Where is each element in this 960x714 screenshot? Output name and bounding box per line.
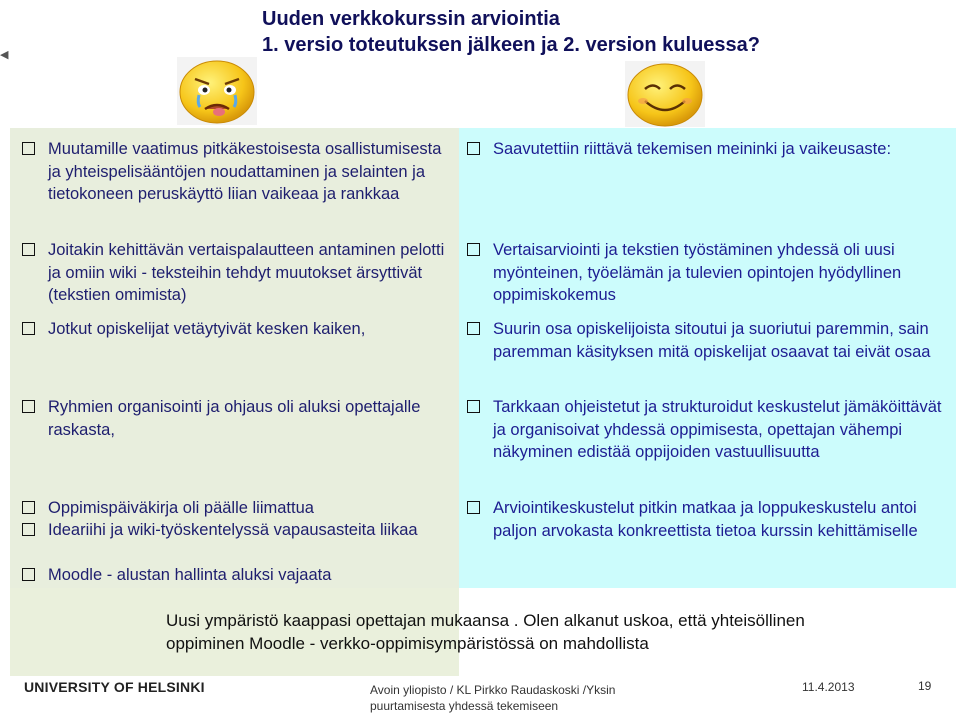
page-number: 19: [918, 679, 932, 693]
success-item: Vertaisarviointi ja tekstien työstäminen yhdessä oli uusi myönteinen, työelämän ja tulevien opintojen hyödyllinen oppimiskokemus: [467, 239, 947, 307]
slide-title-line1: Uuden verkkokurssin arviointia: [262, 8, 560, 30]
challenge-item: Ideariihi ja wiki-työskentelyssä vapausasteita liikaa: [22, 519, 452, 542]
checkbox-bullet-icon: [467, 400, 480, 413]
checkbox-bullet-icon: [22, 501, 35, 514]
success-item: Saavutettiin riittävä tekemisen meininki ja vaikeusaste:: [467, 138, 947, 161]
footer-credit-line2: puurtamisesta yhdessä tekemiseen: [370, 699, 559, 713]
university-logo-text: UNIVERSITY OF HELSINKI: [24, 679, 205, 695]
checkbox-bullet-icon: [22, 568, 35, 581]
checkbox-bullet-icon: [22, 400, 35, 413]
checkbox-bullet-icon: [467, 142, 480, 155]
checkbox-bullet-icon: [467, 501, 480, 514]
footer-credit: [370, 682, 615, 714]
challenge-item: Muutamille vaatimus pitkäkestoisesta osallistumisesta ja yhteispelisääntöjen noudattaminen ja selainten ja tietokoneen peruskäyttö liian vaikeaa ja rankkaa: [22, 138, 452, 206]
checkbox-bullet-icon: [467, 243, 480, 256]
footer-date: 11.4.2013: [802, 680, 855, 694]
challenge-item: Joitakin kehittävän vertaispalautteen antaminen pelotti ja omiin wiki - teksteihin tehdyt muutokset ärsyttivät (tekstien omimista): [22, 239, 452, 307]
checkbox-bullet-icon: [22, 243, 35, 256]
conclusion-note: Uusi ympäristö kaappasi opettajan mukaansa . Olen alkanut uskoa, että yhteisöllinen oppiminen Moodle - verkko-oppimisympäristössä on mahdollista: [166, 611, 805, 653]
success-item: Suurin osa opiskelijoista sitoutui ja suoriutui paremmin, sain paremman käsityksen mitä opiskelijat osaavat tai eivät osaa: [467, 318, 947, 363]
challenge-item: Ryhmien organisointi ja ohjaus oli aluksi opettajalle raskasta,: [22, 396, 452, 441]
challenge-item: Moodle - alustan hallinta aluksi vajaata: [22, 564, 452, 587]
challenge-item: Oppimispäiväkirja oli päälle liimattua: [22, 497, 452, 520]
success-item: Tarkkaan ohjeistetut ja strukturoidut keskustelut jämäköittävät ja organisoivat yhdessä oppimisesta, opettajan vähempi näkyminen edistää oppijoiden vastuullisuutta: [467, 396, 947, 464]
checkbox-bullet-icon: [22, 322, 35, 335]
challenge-item: Jotkut opiskelijat vetäytyivät kesken kaiken,: [22, 318, 452, 341]
checkbox-bullet-icon: [22, 523, 35, 536]
slide-title-line2: 1. versio toteutuksen jälkeen ja 2. version kuluessa?: [262, 34, 760, 56]
footer-credit-line1: Avoin yliopisto / KL Pirkko Raudaskoski /Yksin: [370, 683, 616, 697]
smiling-face-icon: [625, 61, 705, 127]
checkbox-bullet-icon: [22, 142, 35, 155]
crying-face-icon: [177, 57, 257, 125]
checkbox-bullet-icon: [467, 322, 480, 335]
success-item: Arviointikeskustelut pitkin matkaa ja loppukeskustelu antoi paljon arvokasta konkreettista tietoa kurssin kehittämiselle: [467, 497, 947, 542]
back-arrow-icon[interactable]: ◀: [0, 49, 9, 61]
slide-title: [262, 6, 862, 58]
